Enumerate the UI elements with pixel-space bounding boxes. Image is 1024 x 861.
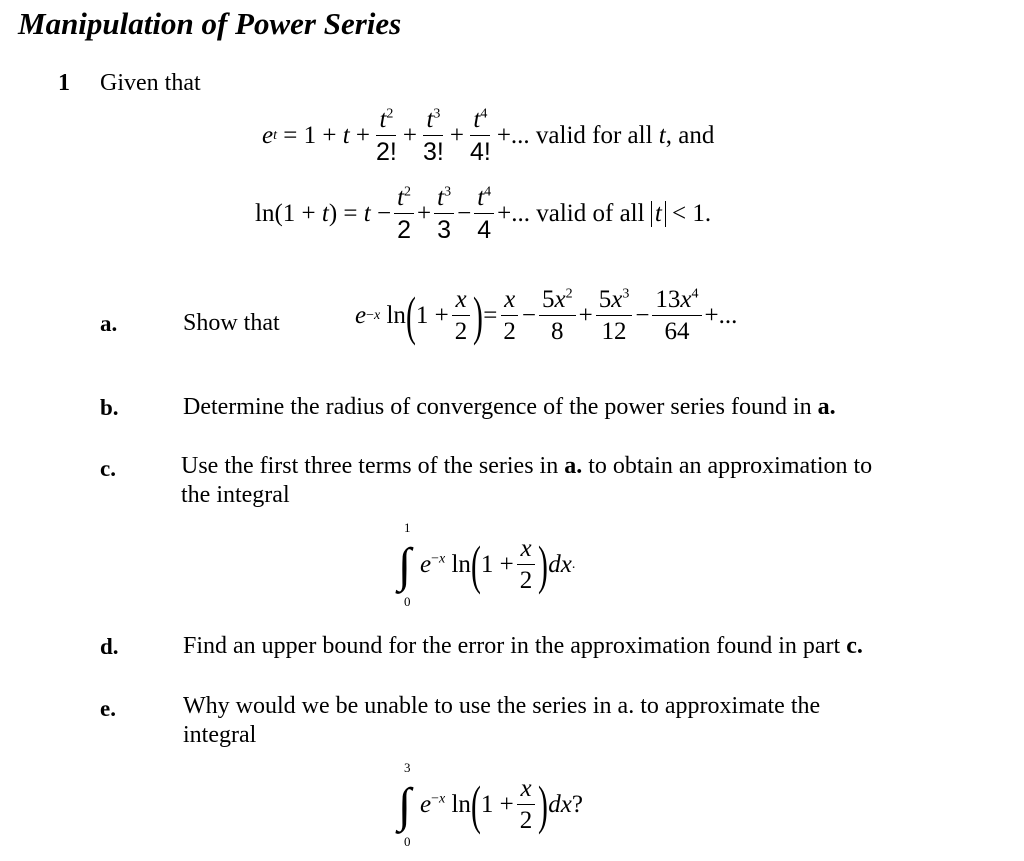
part-a-label: a.: [100, 311, 118, 336]
part-c-label: c.: [100, 456, 116, 481]
part-e-label: e.: [100, 696, 116, 721]
ln-series-equation: ln(1 + t) = t − $\frac{t^2}{2}$ + $\frac{t^3}{3}$ − $\frac{t^4}{4}$ +... valid of all t < 1.: [255, 184, 712, 244]
intro-text: Given that: [100, 70, 201, 96]
part-c-text: Use the first three terms of the series in a. to obtain an approximation to the integral: [181, 453, 873, 508]
part-a-equation: e −x ln ( 1 + $\frac{x}{2}$ ) = $\frac{x}{2}$ − $\frac{5x^2}{8}$ + $\frac{5x^3}{12}$ − $\frac{13x^4}{64}$ +...: [355, 286, 738, 346]
ln-validity-text: +... valid of all t < 1.: [497, 200, 712, 227]
part-a-text: Show that: [183, 310, 280, 336]
integral-2: 3 ∫ 0 $e^{-x}$ ln ( 1 + $\frac{x}{2}$ ) dx ?: [398, 760, 583, 849]
part-d-label: d.: [100, 634, 119, 659]
page-title: Manipulation of Power Series: [18, 6, 402, 41]
part-d-text: Find an upper bound for the error in the approximation found in part c.: [183, 633, 863, 659]
question-number: 1: [58, 70, 70, 96]
exp-validity-text: +... valid for all t, and: [496, 122, 715, 149]
part-e-text: Why would we be unable to use the series in a. to approximate the integral: [183, 693, 821, 748]
integral-1: 1 ∫ 0 $e^{-x}$ ln ( 1 + $\frac{x}{2}$ ) dx .: [398, 520, 576, 609]
exp-series-equation: e t = 1 + t + $\frac{t^2}{2!}$ + $\frac{t^3}{3!}$ + $\frac{t^4}{4!}$ +... valid for all t, and: [262, 106, 715, 166]
part-b-label: b.: [100, 395, 119, 420]
part-b-text: Determine the radius of convergence of the power series found in a.: [183, 394, 836, 420]
